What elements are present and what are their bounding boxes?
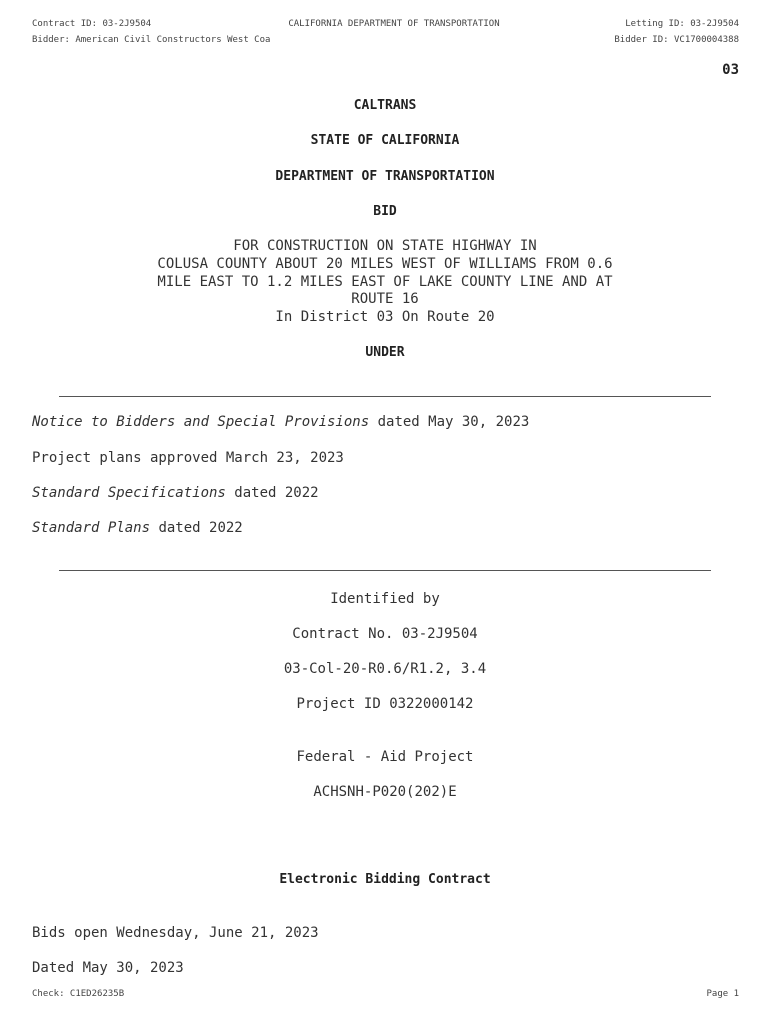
specs-line <box>32 485 319 501</box>
location-code: 03-Col-20-R0.6/R1.2, 3.4 <box>283 661 487 677</box>
project-id: Project ID 0322000142 <box>296 696 474 712</box>
electronic-bidding-heading: Electronic Bidding Contract <box>279 872 491 887</box>
dated-line: Dated May 30, 2023 <box>32 960 184 976</box>
divider <box>59 570 711 571</box>
contract-number: Contract No. 03-2J9504 <box>292 626 478 642</box>
federal-aid-number: ACHSNH-P020(202)E <box>313 784 457 800</box>
project-description <box>0 238 770 327</box>
bidder-name: Bidder: American Civil Constructors West Coa <box>32 35 271 45</box>
district-code: 03 <box>722 62 739 78</box>
letting-id: Letting ID: 03-2J9504 <box>625 19 739 29</box>
description-line: FOR CONSTRUCTION ON STATE HIGHWAY IN <box>233 238 537 254</box>
description-line: In District 03 On Route 20 <box>275 309 495 326</box>
contract-id: Contract ID: 03-2J9504 <box>32 19 152 29</box>
specs-title: Standard Specifications <box>32 485 226 501</box>
title-state: STATE OF CALIFORNIA <box>310 133 460 148</box>
standard-plans-date: dated 2022 <box>150 520 243 536</box>
check-code: Check: C1ED26235B <box>32 989 125 999</box>
bidder-id: Bidder ID: VC1700004388 <box>614 35 739 45</box>
identified-by: Identified by <box>330 591 440 607</box>
bids-open-date: Bids open Wednesday, June 21, 2023 <box>32 925 319 941</box>
title-bid: BID <box>373 204 397 219</box>
description-line: COLUSA COUNTY ABOUT 20 MILES WEST OF WILLIAMS FROM 0.6 <box>157 255 613 272</box>
specs-date: dated 2022 <box>225 485 319 501</box>
page-number: Page 1 <box>706 989 739 999</box>
agency-header: CALIFORNIA DEPARTMENT OF TRANSPORTATION <box>288 19 500 29</box>
notice-date: dated May 30, 2023 <box>369 414 530 430</box>
description-line: MILE EAST TO 1.2 MILES EAST OF LAKE COUNTY LINE AND AT <box>157 273 613 290</box>
title-department: DEPARTMENT OF TRANSPORTATION <box>275 169 495 184</box>
notice-line <box>32 414 529 430</box>
under-heading: UNDER <box>365 345 405 360</box>
standard-plans-title: Standard Plans <box>32 520 151 536</box>
title-caltrans: CALTRANS <box>353 98 417 113</box>
notice-title: Notice to Bidders and Special Provisions <box>32 414 370 430</box>
standard-plans-line <box>32 520 243 536</box>
divider <box>59 396 711 397</box>
plans-line: Project plans approved March 23, 2023 <box>32 450 344 466</box>
description-line: ROUTE 16 <box>351 291 419 308</box>
federal-aid-label: Federal - Aid Project <box>296 749 474 765</box>
